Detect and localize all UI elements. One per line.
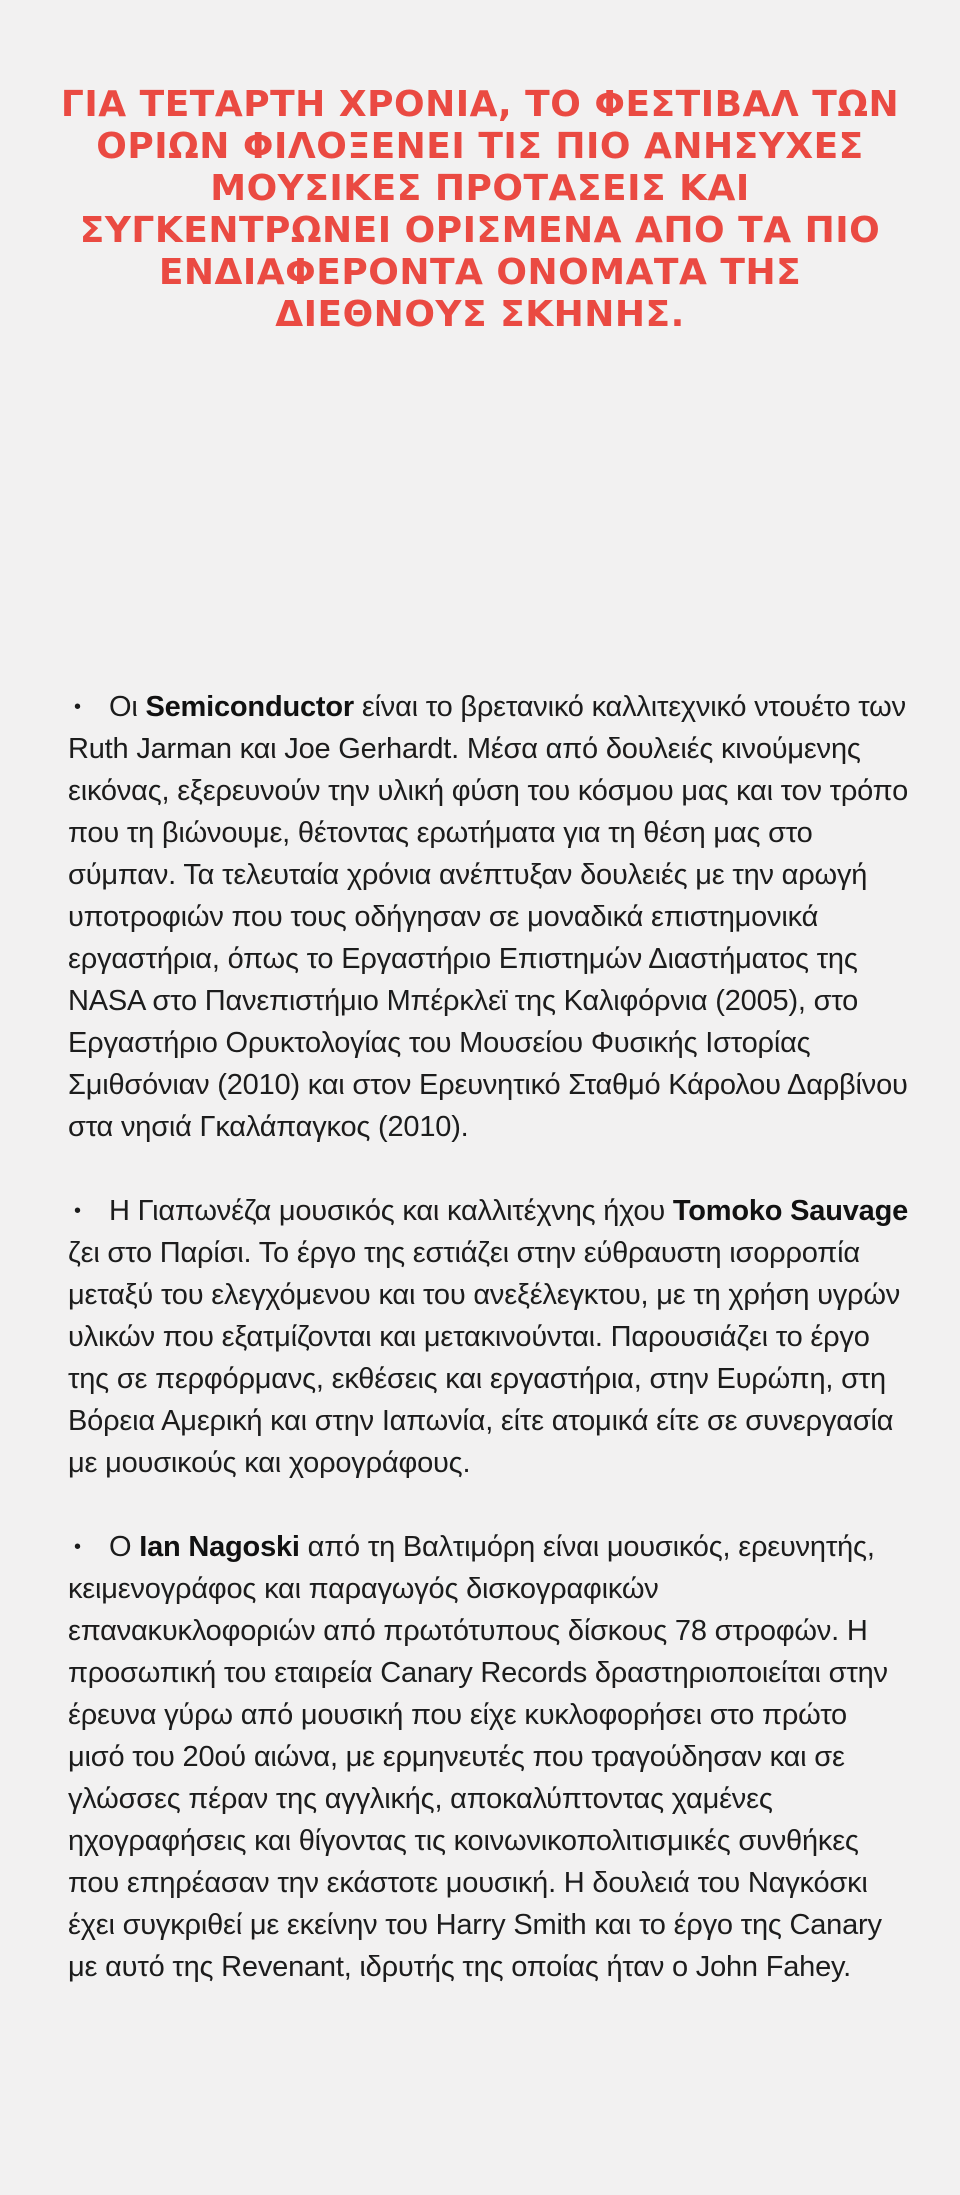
artist-list	[68, 686, 910, 1988]
artist-intro-text: Ο	[109, 1531, 140, 1563]
bullet-icon: •	[74, 1200, 81, 1222]
artist-name: Ian Nagoski	[139, 1531, 300, 1563]
bullet-icon: •	[74, 696, 81, 718]
bullet-icon: •	[74, 1536, 81, 1558]
artist-item-semiconductor	[68, 686, 910, 1148]
artist-bio-text: ζει στο Παρίσι. Το έργο της εστιάζει στην εύθραυστη ισορροπία μεταξύ του ελεγχόμενου και του ανεξέλεγκτου, με τη χρήση υγρών υλικών που εξατμίζονται και μετακινούνται. Παρουσιάζει το έργο της σε περφόρμανς, εκθέσεις και εργαστήρια, στην Ευρώπη, στη Βόρεια Αμερική και στην Ιαπωνία, είτε ατομικά είτε σε συνεργασία με μουσικούς και χορογράφους.	[68, 1237, 901, 1479]
festival-headline: ΓΙΑ ΤΕΤΑΡΤΗ ΧΡΟΝΙΑ, ΤΟ ΦΕΣΤΙΒΑΛ ΤΩΝ ΟΡΙΩΝ ΦΙΛΟΞΕΝΕΙ ΤΙΣ ΠΙΟ ΑΝΗΣΥΧΕΣ ΜΟΥΣΙΚΕΣ ΠΡΟΤΑΣΕΙΣ ΚΑΙ ΣΥΓΚΕΝΤΡΩΝΕΙ ΟΡΙΣΜΕΝΑ ΑΠΟ ΤΑ ΠΙΟ ΕΝΔΙΑΦΕΡΟΝΤΑ ΟΝΟΜΑΤΑ ΤΗΣ ΔΙΕΘΝΟΥΣ ΣΚΗΝΗΣ.	[60, 84, 900, 335]
artist-bio-text: από τη Βαλτιμόρη είναι μουσικός, ερευνητής, κειμενογράφος και παραγωγός δισκογραφικών επανακυκλοφοριών από πρωτότυπους δίσκους 78 στροφών. Η προσωπική του εταιρεία Canary Records δραστηριοποιείται στην έρευνα γύρω από μουσική που είχε κυκλοφορήσει στο πρώτο μισό του 20ού αιώνα, με ερμηνευτές που τραγούδησαν και σε γλώσσες πέραν της αγγλικής, αποκαλύπτοντας χαμένες ηχογραφήσεις και θίγοντας τις κοινωνικοπολιτισμικές συνθήκες που επηρέασαν την εκάστοτε μουσική. Η δουλειά του Ναγκόσκι έχει συγκριθεί με εκείνην του Harry Smith και το έργο της Canary με αυτό της Revenant, ιδρυτής της οποίας ήταν ο John Fahey.	[68, 1531, 888, 1983]
artist-intro-text: Η Γιαπωνέζα μουσικός και καλλιτέχνης ήχου	[109, 1195, 673, 1227]
artist-bio-text: είναι το βρετανικό καλλιτεχνικό ντουέτο των Ruth Jarman και Joe Gerhardt. Μέσα από δουλειές κινούμενης εικόνας, εξερευνούν την υλική φύση του κόσμου μας και τον τρόπο που τη βιώνουμε, θέτοντας ερωτήματα για τη θέση μας στο σύμπαν. Τα τελευταία χρόνια ανέπτυξαν δουλειές με την αρωγή υποτροφιών που τους οδήγησαν σε μοναδικά επιστημονικά εργαστήρια, όπως το Εργαστήριο Επιστημών Διαστήματος της NASA στο Πανεπιστήμιο Μπέρκλεϊ της Καλιφόρνια (2005), στο Εργαστήριο Ορυκτολογίας του Μουσείου Φυσικής Ιστορίας Σμιθσόνιαν (2010) και στον Ερευνητικό Σταθμό Κάρολου Δαρβίνου στα νησιά Γκαλάπαγκος (2010).	[68, 691, 909, 1143]
artist-name: Semiconductor	[145, 691, 354, 723]
artist-intro-text: Οι	[109, 691, 146, 723]
artist-item-ian-nagoski	[68, 1526, 910, 1988]
artist-name: Tomoko Sauvage	[672, 1195, 909, 1227]
artist-item-tomoko-sauvage	[68, 1190, 910, 1484]
